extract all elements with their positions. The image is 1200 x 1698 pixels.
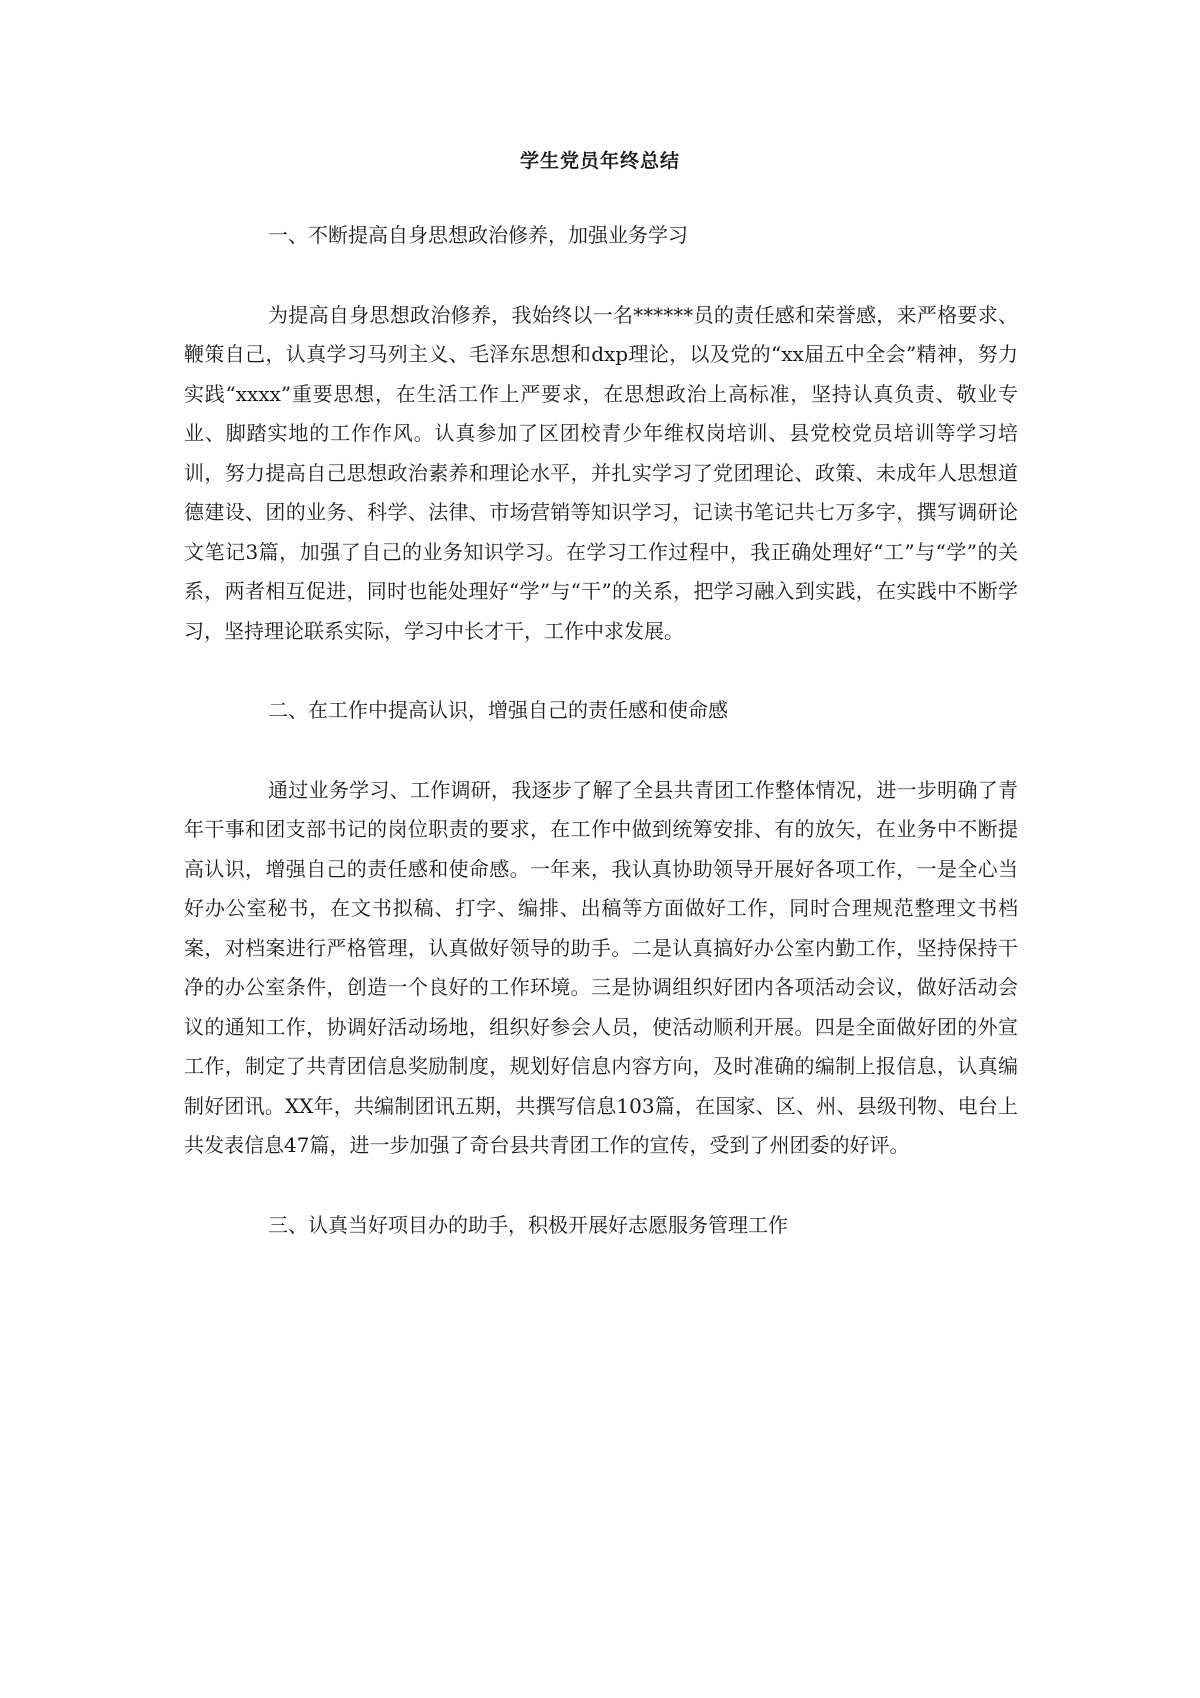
document-title: 学生党员年终总结 — [519, 150, 680, 172]
section-1-heading: 一、不断提高自身思想政治修养，加强业务学习 — [268, 223, 688, 247]
section-2-paragraph: 通过业务学习、工作调研，我逐步了解了全县共青团工作整体情况，进一步明确了青年干事和团支部书记的岗位职责的要求，在工作中做到统筹安排、有的放矢，在业务中不断提高认识，增强自己的责任感和使命感。一年来，我认真协助领导开展好各项工作，一是全心当好办公室秘书，在文书拟稿、打字、编排、出稿等方面做好工作，同时合理规范整理文书档案，对档案进行严格管理，认真做好领导的助手。二是认真搞好办公室内勤工作，坚持保持干净的办公室条件，创造一个良好的工作环境。三是协调组织好团内各项活动会议，做好活动会议的通知工作，协调好活动场地，组织好参会人员，使活动顺利开展。四是全面做好团的外宣工作，制定了共青团信息奖励制度，规划好信息内容方向，及时准确的编制上报信息，认真编制好团讯。XX年，共编制团讯五期，共撰写信息103篇，在国家、区、州、县级刊物、电台上共发表信息47篇，进一步加强了奇台县共青团工作的宣传，受到了州团委的好评。 — [184, 777, 1018, 1157]
section-2-heading: 二、在工作中提高认识，增强自己的责任感和使命感 — [268, 698, 728, 722]
section-3-heading: 三、认真当好项目办的助手，积极开展好志愿服务管理工作 — [268, 1212, 788, 1237]
document-body — [184, 216, 1018, 1285]
section-1-paragraph: 为提高自身思想政治修养，我始终以一名******员的责任感和荣誉感，来严格要求、鞭策自己，认真学习马列主义、毛泽东思想和dxp理论，以及党的“xx届五中全会”精神，努力实践“xxxx”重要思想，在生活工作上严要求，在思想政治上高标准，坚持认真负责、敬业专业、脚踏实地的工作作风。认真参加了区团校青少年维权岗培训、县党校党员培训等学习培训，努力提高自己思想政治素养和理论水平，并扎实学习了党团理论、政策、未成年人思想道德建设、团的业务、科学、法律、市场营销等知识学习，记读书笔记共七万多字，撰写调研论文笔记3篇，加强了自己的业务知识学习。在学习工作过程中，我正确处理好“工”与“学”的关系，两者相互促进，同时也能处理好“学”与“干”的关系，把学习融入到实践，在实践中不断学习，坚持理论联系实际，学习中长才干，工作中求发展。 — [184, 302, 1018, 643]
